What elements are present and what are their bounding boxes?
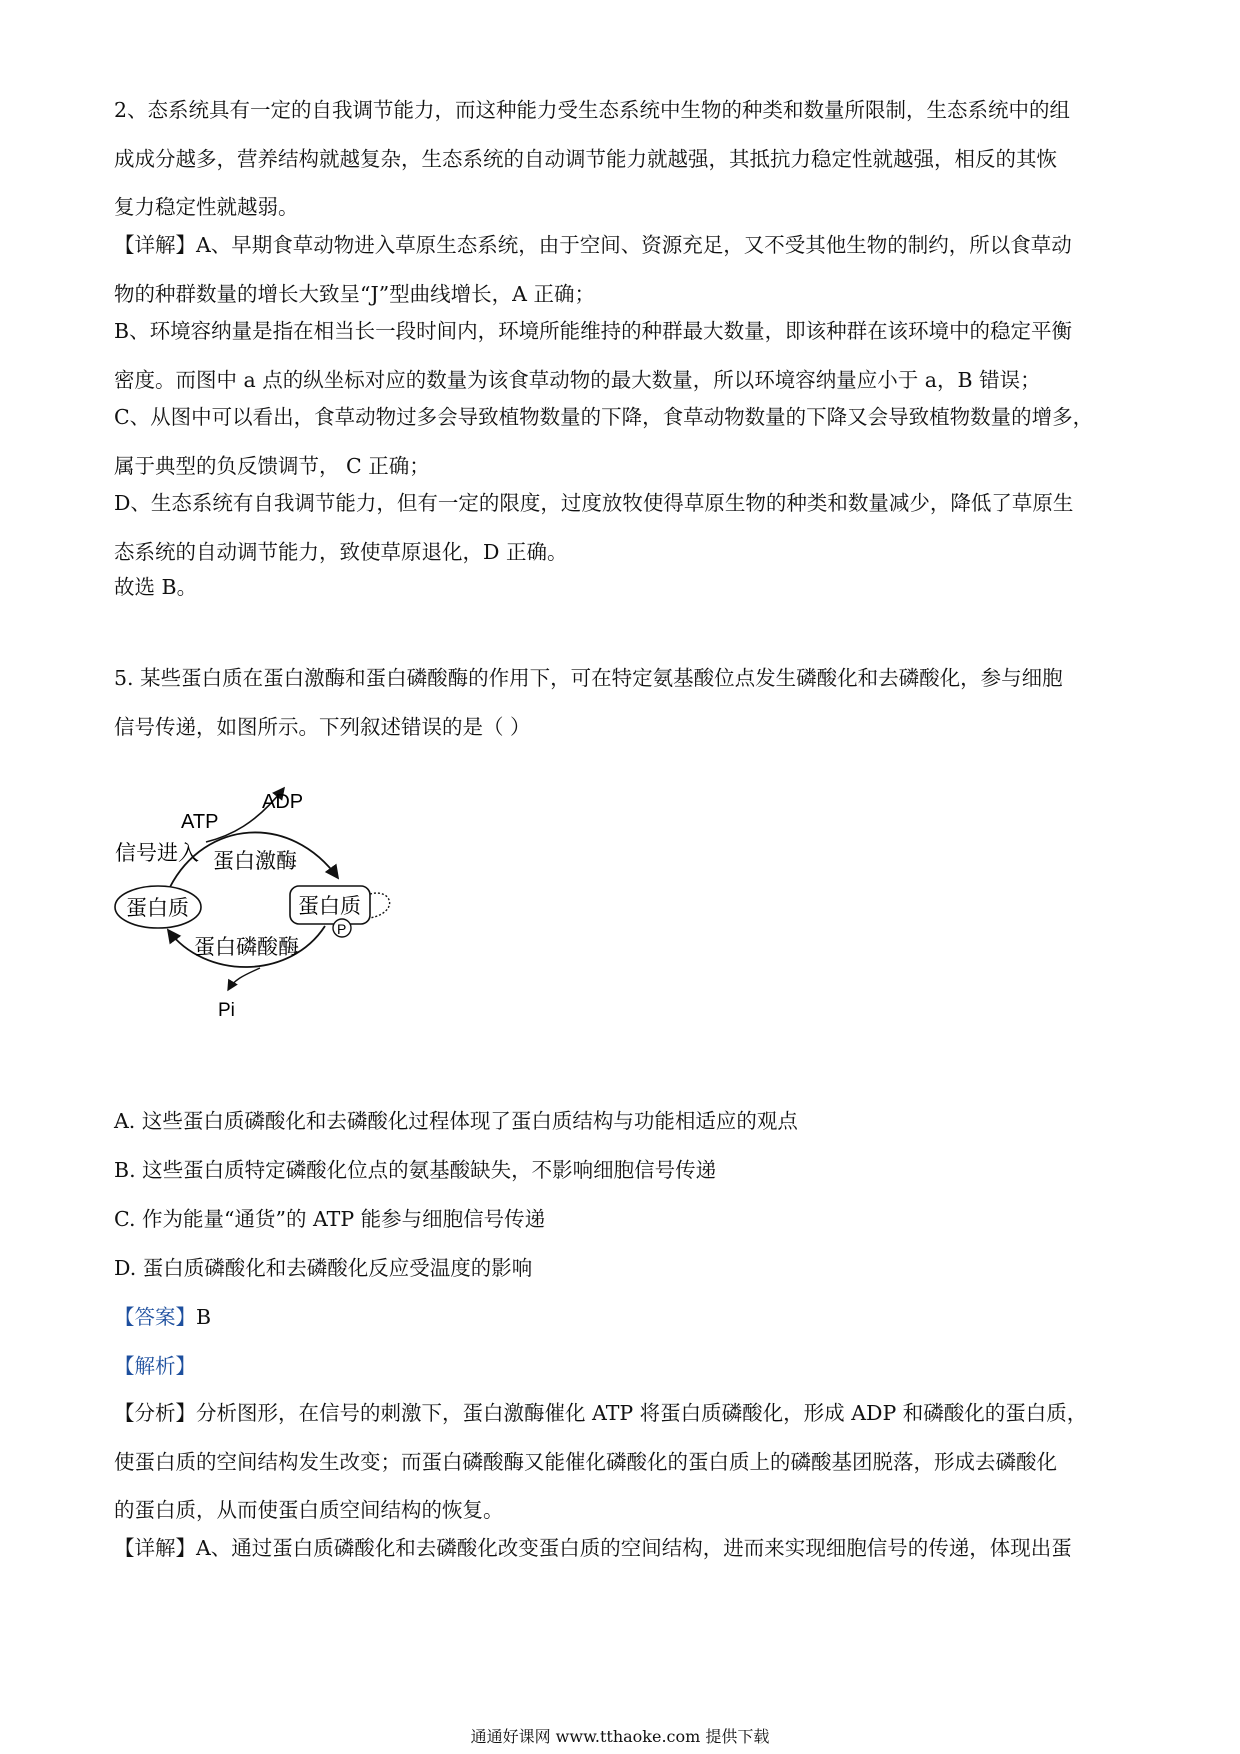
atp-label: ATP (181, 811, 219, 833)
text-line: 【详解】A、通过蛋白质磷酸化和去磷酸化改变蛋白质的空间结构，进而来实现细胞信号的传递，体现出蛋 (114, 1536, 1072, 1560)
text-line: B、环境容纳量是指在相当长一段时间内，环境所能维持的种群最大数量，即该种群在该环境中的稳定平衡 (114, 319, 1073, 343)
text-line: 的蛋白质，从而使蛋白质空间结构的恢复。 (114, 1498, 504, 1522)
text-line: 属于典型的负反馈调节， C 正确； (114, 453, 430, 478)
question-5-stem (114, 654, 1134, 751)
text-line: C、从图中可以看出，食草动物过多会导致植物数量的下降，食草动物数量的下降又会导致植物数量的增多， (114, 405, 1094, 429)
kinase-label: 蛋白激酶 (213, 850, 297, 873)
option-b: B. 这些蛋白质特定磷酸化位点的氨基酸缺失，不影响细胞信号传递 (114, 1158, 717, 1182)
text-line: 2、态系统具有一定的自我调节能力，而这种能力受生态系统中生物的种类和数量所限制，生态系统中的组 (114, 98, 1071, 122)
option-c: C. 作为能量“通货”的 ATP 能参与细胞信号传递 (114, 1207, 546, 1231)
text-line: 信号传递，如图所示。下列叙述错误的是（ ） (114, 714, 531, 739)
pi-release-arrow (228, 968, 260, 990)
text-line: 态系统的自动调节能力，致使草原退化，D 正确。 (114, 539, 568, 564)
option-a: A. 这些蛋白质磷酸化和去磷酸化过程体现了蛋白质结构与功能相适应的观点 (114, 1109, 798, 1133)
text-line: 复力稳定性就越弱。 (114, 195, 299, 219)
text-line: 使蛋白质的空间结构发生改变；而蛋白磷酸酶又能催化磷酸化的蛋白质上的磷酸基团脱落，形成去磷酸化 (114, 1449, 1057, 1474)
protein-right-label: 蛋白质 (298, 895, 361, 918)
text-line: D、生态系统有自我调节能力，但有一定的限度，过度放牧使得草原生物的种类和数量减少，降低了草原生 (114, 491, 1074, 515)
text-line: 故选 B。 (114, 575, 198, 599)
paragraph-detail-b (114, 307, 1134, 404)
text-line: 【详解】A、早期食草动物进入草原生态系统，由于空间、资源充足，又不受其他生物的制约，所以食草动 (114, 233, 1072, 257)
option-d: D. 蛋白质磷酸化和去磷酸化反应受温度的影响 (114, 1256, 533, 1280)
phosphorylation-cycle-diagram (110, 780, 450, 1030)
text-line: 成成分越多，营养结构就越复杂，生态系统的自动调节能力就越强，其抵抗力稳定性就越强，相反的其恢 (114, 146, 1057, 171)
analysis-tag: 【解析】 (114, 1354, 196, 1378)
paragraph-detail-answer (114, 1524, 1134, 1573)
conformation-notch (370, 893, 390, 918)
protein-left-label: 蛋白质 (126, 897, 189, 920)
paragraph-detail-d (114, 479, 1134, 576)
adp-label: ADP (262, 791, 304, 813)
text-line: 密度。而图中 a 点的纵坐标对应的数量为该食草动物的最大数量，所以环境容纳量应小于 a，B 错误； (114, 367, 1041, 392)
text-line: 5. 某些蛋白质在蛋白激酶和蛋白磷酸酶的作用下，可在特定氨基酸位点发生磷酸化和去磷酸化，参与细胞 (114, 666, 1063, 690)
answer-tag: 【答案】 (114, 1305, 196, 1329)
answer-line (114, 1293, 1134, 1342)
paragraph-analysis (114, 1389, 1134, 1535)
phosphatase-label: 蛋白磷酸酶 (194, 936, 299, 959)
paragraph-intro (114, 86, 1134, 232)
signal-in-label: 信号进入 (115, 842, 199, 865)
phosphate-label: P (337, 921, 347, 937)
paragraph-conclusion (114, 563, 1134, 612)
paragraph-detail-a (114, 221, 1134, 318)
page-footer: 通通好课网 www.tthaoke.com 提供下载 (470, 1727, 770, 1746)
answer-value: B (196, 1305, 212, 1329)
text-line: 物的种群数量的增长大致呈“J”型曲线增长，A 正确； (114, 281, 595, 306)
pi-label: Pi (218, 1000, 235, 1021)
paragraph-detail-c (114, 393, 1134, 490)
text-line: 【分析】分析图形，在信号的刺激下，蛋白激酶催化 ATP 将蛋白质磷酸化，形成 ADP 和磷酸化的蛋白质， (114, 1401, 1088, 1425)
